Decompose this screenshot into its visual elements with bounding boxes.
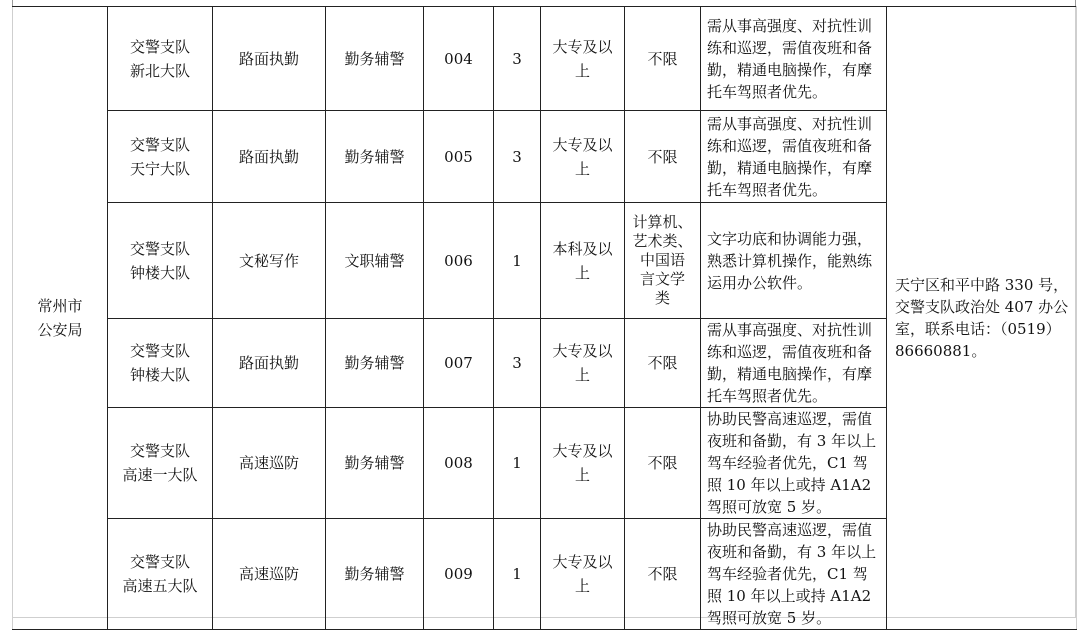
requirements-cell <box>701 7 887 111</box>
position-cell <box>213 111 326 203</box>
requirements-text: 协助民警高速巡逻，需值夜班和备勤，有 3 年以上驾车经验者优先，C1 驾照 10 年以上或持 A1A2 驾照可放宽 5 岁。 <box>707 410 877 516</box>
position-code: 008 <box>444 454 473 472</box>
code-cell <box>424 519 494 630</box>
category-cell <box>326 519 424 630</box>
hire-count: 1 <box>512 251 522 270</box>
major-cell <box>625 319 701 408</box>
education-level: 大专及以 上 <box>552 442 613 484</box>
unit-cell <box>108 203 213 319</box>
education-cell <box>541 408 625 519</box>
unit-name: 交警支队 钟楼大队 <box>129 342 190 384</box>
position-name: 路面执勤 <box>238 354 299 372</box>
organization-name: 常州市 公安局 <box>37 297 83 339</box>
major-requirement: 不限 <box>647 565 678 583</box>
position-name: 文秘写作 <box>238 251 299 270</box>
category-name: 勤务辅警 <box>344 49 405 68</box>
position-code: 006 <box>444 251 473 270</box>
requirements-cell <box>701 319 887 408</box>
position-cell <box>213 519 326 630</box>
education-cell <box>541 111 625 203</box>
major-requirement: 不限 <box>647 49 678 68</box>
unit-cell <box>108 7 213 111</box>
position-code: 005 <box>444 147 473 166</box>
requirements-text: 文字功底和协调能力强，熟悉计算机操作，能熟练运用办公软件。 <box>707 229 873 292</box>
major-requirement: 不限 <box>647 454 678 472</box>
major-cell <box>625 111 701 203</box>
count-cell <box>494 7 541 111</box>
unit-name: 交警支队 高速五大队 <box>122 553 198 595</box>
position-cell <box>213 203 326 319</box>
category-cell <box>326 203 424 319</box>
education-level: 大专及以 上 <box>552 37 613 80</box>
unit-name: 交警支队 天宁大队 <box>129 135 190 178</box>
category-name: 勤务辅警 <box>344 147 405 166</box>
recruitment-table <box>12 6 1077 630</box>
position-code: 007 <box>444 354 473 372</box>
major-requirement: 不限 <box>647 354 678 372</box>
unit-cell <box>108 519 213 630</box>
count-cell <box>494 519 541 630</box>
position-cell <box>213 408 326 519</box>
requirements-cell <box>701 203 887 319</box>
requirements-text: 协助民警高速巡逻，需值夜班和备勤，有 3 年以上驾车经验者优先，C1 驾照 10 年以上或持 A1A2 驾照可放宽 5 岁。 <box>707 521 877 627</box>
unit-cell <box>108 319 213 408</box>
code-cell <box>424 203 494 319</box>
category-cell <box>326 319 424 408</box>
table-row <box>13 7 1077 111</box>
education-cell <box>541 319 625 408</box>
unit-name: 交警支队 高速一大队 <box>122 442 198 484</box>
education-level: 大专及以 上 <box>552 553 613 595</box>
hire-count: 3 <box>512 147 522 166</box>
major-cell <box>625 203 701 319</box>
count-cell <box>494 111 541 203</box>
count-cell <box>494 203 541 319</box>
code-cell <box>424 319 494 408</box>
unit-cell <box>108 408 213 519</box>
major-cell <box>625 7 701 111</box>
category-name: 勤务辅警 <box>344 454 405 472</box>
address-text: 天宁区和平中路 330 号，交警支队政治处 407 办公室，联系电话：（0519）86660881。 <box>895 276 1069 360</box>
category-cell <box>326 7 424 111</box>
position-name: 路面执勤 <box>238 147 299 166</box>
position-cell <box>213 7 326 111</box>
category-name: 勤务辅警 <box>344 354 405 372</box>
requirements-cell <box>701 111 887 203</box>
unit-cell <box>108 111 213 203</box>
education-cell <box>541 7 625 111</box>
count-cell <box>494 408 541 519</box>
major-requirement: 不限 <box>647 147 678 166</box>
requirements-text: 需从事高强度、对抗性训练和巡逻，需值夜班和备勤，精通电脑操作，有摩托车驾照者优先。 <box>707 16 873 101</box>
unit-name: 交警支队 新北大队 <box>129 37 190 80</box>
requirements-cell <box>701 519 887 630</box>
requirements-cell <box>701 408 887 519</box>
code-cell <box>424 408 494 519</box>
unit-name: 交警支队 钟楼大队 <box>129 239 190 282</box>
position-name: 高速巡防 <box>238 565 299 583</box>
code-cell <box>424 111 494 203</box>
count-cell <box>494 319 541 408</box>
education-level: 大专及以 上 <box>552 135 613 178</box>
hire-count: 1 <box>512 565 522 583</box>
education-level: 本科及以 上 <box>552 239 613 282</box>
hire-count: 3 <box>512 49 522 68</box>
position-cell <box>213 319 326 408</box>
category-cell <box>326 111 424 203</box>
requirements-text: 需从事高强度、对抗性训练和巡逻，需值夜班和备勤，精通电脑操作，有摩托车驾照者优先。 <box>707 321 873 405</box>
category-name: 勤务辅警 <box>344 565 405 583</box>
position-name: 高速巡防 <box>238 454 299 472</box>
code-cell <box>424 7 494 111</box>
education-cell <box>541 519 625 630</box>
address-cell <box>887 7 1077 630</box>
position-name: 路面执勤 <box>238 49 299 68</box>
education-cell <box>541 203 625 319</box>
category-cell <box>326 408 424 519</box>
requirements-text: 需从事高强度、对抗性训练和巡逻，需值夜班和备勤，精通电脑操作，有摩托车驾照者优先。 <box>707 114 873 199</box>
major-requirement: 计算机、 艺术类、 中国语 言文学 类 <box>632 213 693 307</box>
hire-count: 1 <box>512 454 522 472</box>
major-cell <box>625 408 701 519</box>
category-name: 文职辅警 <box>344 251 405 270</box>
organization-cell <box>13 7 108 630</box>
major-cell <box>625 519 701 630</box>
position-code: 009 <box>444 565 473 583</box>
position-code: 004 <box>444 49 473 68</box>
education-level: 大专及以 上 <box>552 342 613 384</box>
hire-count: 3 <box>512 354 522 372</box>
